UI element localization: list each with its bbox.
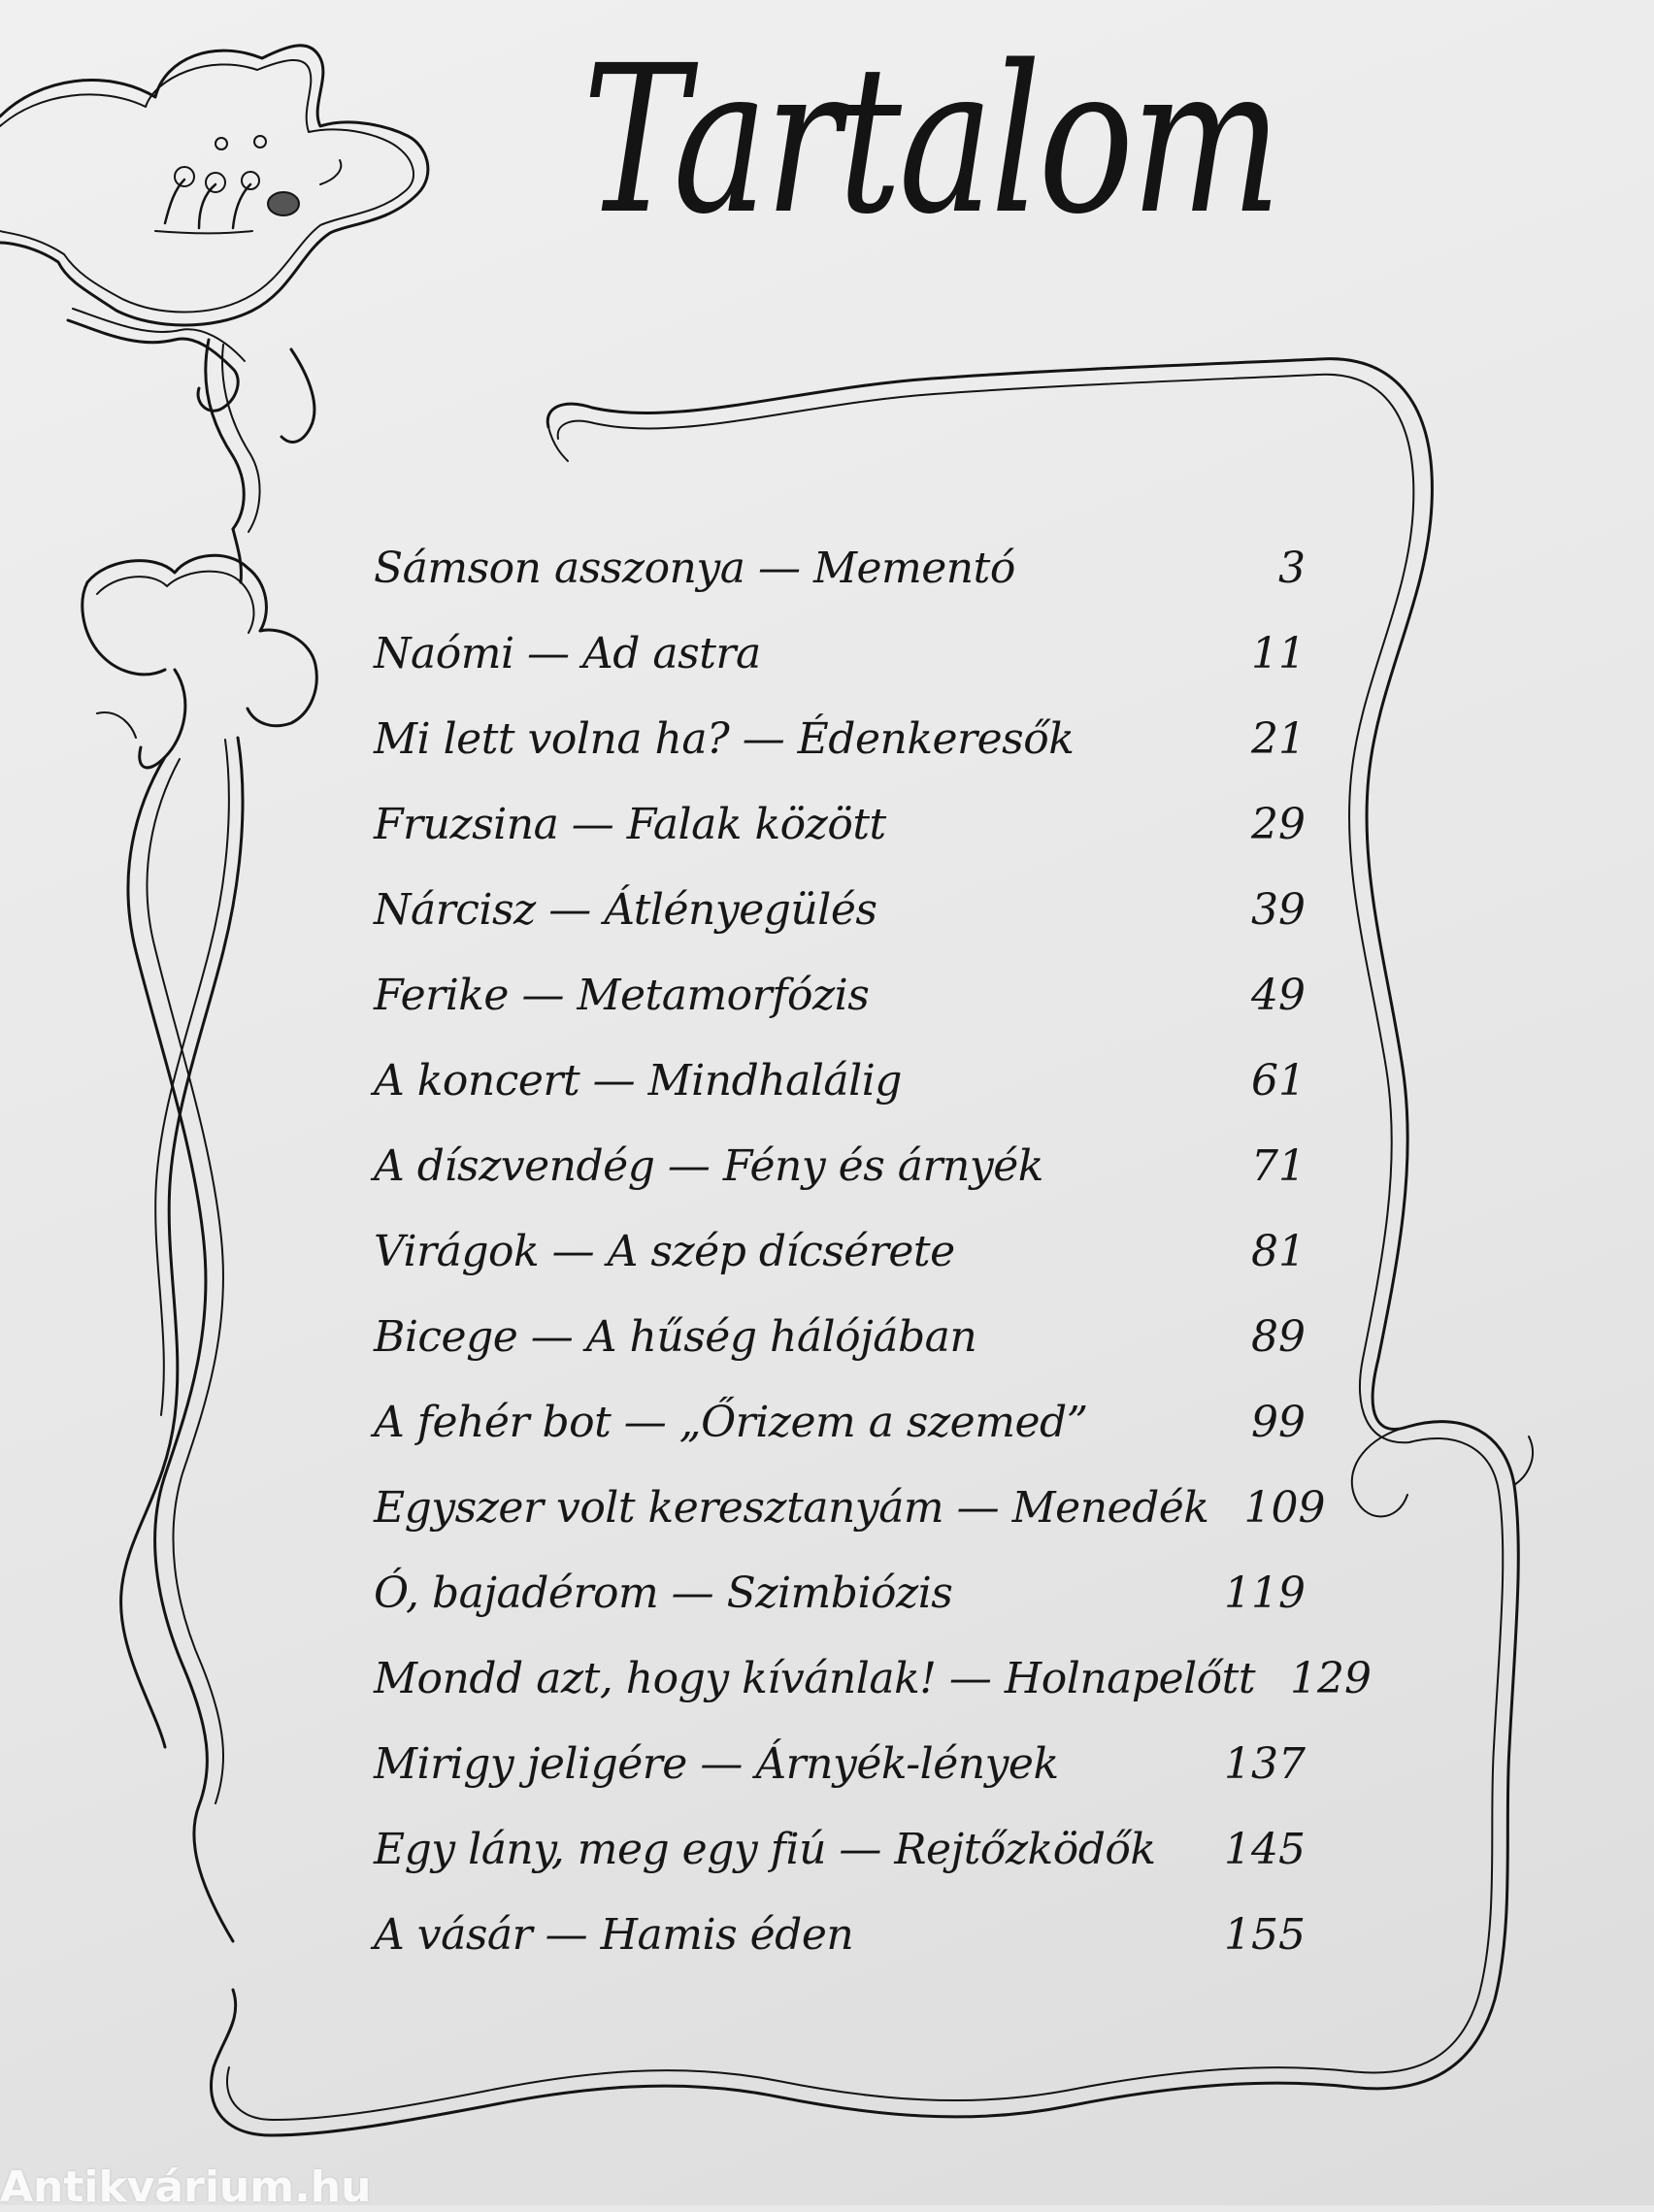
toc-page-number: 49 [1251,971,1306,1020]
toc-entry-title: Ó, bajadérom — Szimbiózis [374,1568,953,1618]
toc-row [374,1654,1373,1739]
toc-entry-title: Ferike — Metamorfózis [374,971,870,1020]
toc-page-number: 155 [1224,1910,1306,1960]
toc-row [374,1227,1306,1312]
toc-row [374,1825,1306,1910]
toc-entry-title: Nárcisz — Átlényegülés [374,885,877,935]
toc-entry-title: Mi lett volna ha? — Édenkeresők [374,714,1075,764]
toc-entry-title: A díszvendég — Fény és árnyék [374,1141,1043,1191]
page-title: Tartalom [582,21,1279,259]
toc-entry-title: A vásár — Hamis éden [374,1910,854,1960]
toc-entry-title: Bicege — A hűség hálójában [374,1312,977,1362]
toc-entry-title: Sámson asszonya — Mementó [374,544,1015,593]
toc-entry-title: Mondd azt, hogy kívánlak! — Holnapelőtt [374,1654,1256,1703]
toc-page-number: 3 [1278,544,1306,593]
toc-page-number: 89 [1251,1312,1306,1362]
toc-page-number: 71 [1251,1141,1306,1191]
toc-page-number: 129 [1290,1654,1373,1703]
toc-entry-title: A fehér bot — „Őrizem a szemed” [374,1398,1088,1447]
toc-entry-title: A koncert — Mindhalálig [374,1056,902,1106]
toc-row [374,544,1306,629]
toc-row [374,714,1306,800]
toc-row [374,1398,1306,1483]
flower-bud-icon [83,555,316,768]
toc-row [374,1483,1326,1568]
toc-page-number: 29 [1251,800,1306,849]
table-of-contents [374,544,1373,1996]
toc-row [374,971,1306,1056]
toc-page-number: 39 [1251,885,1306,935]
toc-entry-title: Egy lány, meg egy fiú — Rejtőzködők [374,1825,1156,1874]
toc-row [374,800,1306,885]
poppy-flower-icon [0,46,428,532]
toc-page-number: 61 [1251,1056,1306,1106]
toc-entry-title: Fruzsina — Falak között [374,800,886,849]
toc-entry-title: Naómi — Ad astra [374,629,761,678]
toc-entry-title: Virágok — A szép dícsérete [374,1227,955,1276]
toc-row [374,1141,1306,1227]
toc-page-number: 11 [1251,629,1306,678]
toc-page-number: 137 [1224,1739,1306,1789]
toc-row [374,1739,1306,1825]
toc-row [374,1568,1306,1654]
toc-row [374,1056,1306,1141]
toc-page-number: 81 [1251,1227,1306,1276]
toc-entry-title: Mirigy jeligére — Árnyék-lények [374,1739,1059,1789]
toc-entry-title: Egyszer volt keresztanyám — Menedék [374,1483,1209,1533]
toc-page-number: 21 [1251,714,1306,764]
toc-page-number: 99 [1251,1398,1306,1447]
watermark: Antikvárium.hu [0,2162,372,2212]
toc-page-number: 109 [1243,1483,1326,1533]
toc-row [374,1312,1306,1398]
toc-page-number: 119 [1224,1568,1306,1618]
toc-row [374,629,1306,714]
toc-page-number: 145 [1224,1825,1306,1874]
toc-row [374,1910,1306,1996]
toc-row [374,885,1306,971]
